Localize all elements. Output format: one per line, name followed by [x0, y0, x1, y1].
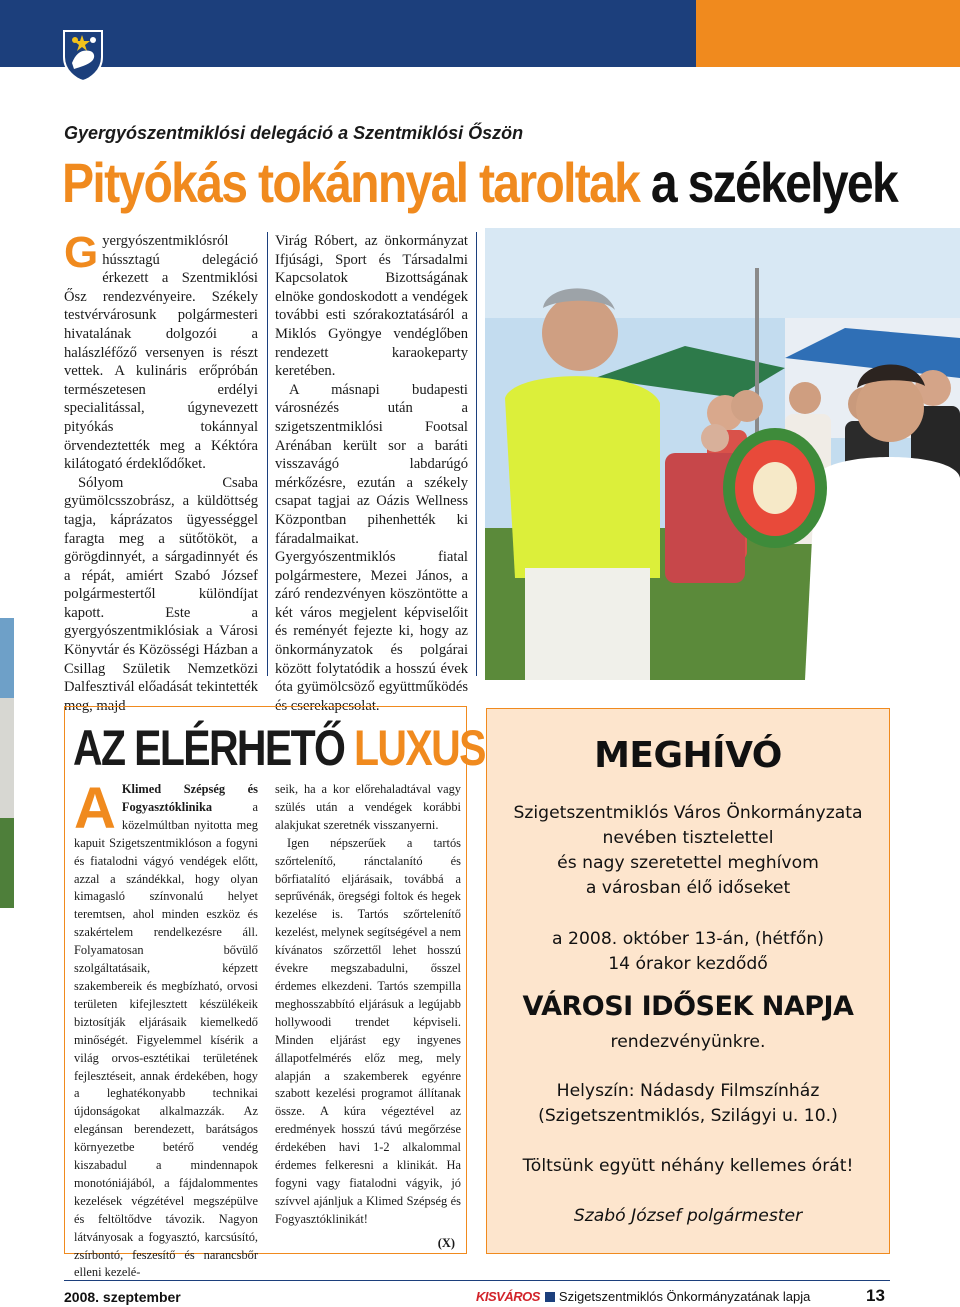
invitation-line: Szigetszentmiklós Város Önkormányzata: [513, 803, 863, 823]
column-divider: [476, 232, 477, 676]
header-bar-orange: [696, 0, 960, 67]
invitation-place: [487, 1079, 889, 1129]
invitation-place-line: Helyszín: Nádasdy Filmszínház: [556, 1081, 820, 1101]
city-crest-icon: [60, 27, 106, 83]
headline-orange-part: Pityókás tokánnyal taroltak: [62, 151, 640, 214]
article-paragraph: Virág Róbert, az önkormányzat Ifjúsági, Sport és Társadalmi Kapcsolatok Bizottságának elnöke gondoskodott a vendégek további esti szórakoztatásáról a Miklós Gyöngye vendéglőben rendezett karaokeparty keretében.: [275, 233, 468, 380]
article-paragraph: [64, 228, 258, 474]
luxus-column-2: [275, 781, 461, 1253]
footer-date: 2008. szeptember: [64, 1289, 181, 1305]
article-column-2: [275, 232, 468, 715]
article-kicker: Gyergyószentmiklósi delegáció a Szentmiklósi Őszön: [64, 123, 524, 143]
invitation-line: a városban élő időseket: [585, 878, 791, 898]
invitation-closing: Töltsünk együtt néhány kellemes órát!: [522, 1156, 854, 1176]
luxus-title-orange: LUXUS: [354, 720, 485, 776]
invitation-date-line: 14 órakor kezdődő: [608, 954, 768, 974]
invitation-intro: [487, 801, 889, 901]
invitation-place-line: (Szigetszentmiklós, Szilágyi u. 10.): [538, 1106, 838, 1126]
advertisement-mark: (X): [437, 1235, 455, 1250]
luxus-paragraph: [74, 776, 258, 1282]
square-bullet-icon: [545, 1292, 555, 1302]
luxus-paragraph: seik, ha a kor előrehaladtával vagy szülés után a vendégek korábbi alakjukat szeretnék visszanyerni.: [275, 782, 461, 832]
article-paragraph: A másnapi budapesti városnézés után a szigetszentmiklósi Footsal Arénában került sor a baráti visszavágó labdarúgó mérkőzésre, ezután a székely csapat tagjai az Oázis Wellness Központban pihenhették ki fáradalmaikat. Gyergyószentmiklós fiatal polgármestere, Mezei János, a záró rendezvényen köszöntötte a két város megjelent képviselőit és reményét fejezte ki, hogy az önkormányzatok és polgárai között folytatódik a hosszú évek óta gyümölcsöző együttműködés és cserekapcsolat.: [275, 381, 468, 714]
paragraph-text: yergyószentmiklósról hússztagú delegáció érkezett a Szentmiklósi Ősz rendezvényeire. Székely testvérvárosunk polgármesteri hivatalának dolgozói a halászléfőző versenyen is részt vettek. A kulináris erőpróbán természetesen erdélyi specialitással, úgynevezett pityókás tokánnyal örvendeztették meg a Kéktóra kilátogató érdeklődőket.: [64, 233, 258, 473]
luxus-ad-box: [64, 706, 485, 1280]
invitation-date: [487, 927, 889, 977]
footer-divider: [64, 1280, 890, 1281]
headline-black-part: a székelyek: [650, 151, 898, 214]
dropcap-letter: G: [64, 228, 99, 277]
luxus-title: [73, 719, 485, 777]
luxus-paragraph: Igen népszerűek a tartós szőrtelenítő, ránctalanító és bőrfiatalító eljárásaik, továbbá a seprűvénák, öregségi foltok és hegek kezelése is. Tartós szőrtelenítő kezelést, melynek segítségével a nem kívánatos szőrzettől lehet hosszú évekre megszabadulni, ősszel érdemes elkezdeni. Tartós szempilla meghosszabbító eljárásuk a legújabb hollywoodi trendet képviseli. Minden eljárást egy ingyenes állapotfelmérés előz meg, mely alapján a szakemberek egyénre szabott kezelési programot állítanak össze. A kúra végeztével az eredmények hosszú távú megőrzése érdekében havi 1-2 alkalommal érdemes felkeresni a klinikát. Ha fogyni vagy fiatalodni vágyik, jó szívvel ajánljuk a Klimed Szépség és Fogyasztóklinikát!: [275, 835, 461, 1226]
adjacent-page-photo-edge: [0, 618, 14, 908]
footer-tagline: Szigetszentmiklós Önkormányzatának lapja: [558, 1289, 811, 1304]
invitation-signature: Szabó József polgármester: [573, 1206, 803, 1226]
invitation-title: MEGHÍVÓ: [594, 735, 782, 776]
column-divider: [267, 232, 268, 676]
paragraph-text: a közelmúltban nyitotta meg kapuit Szigetszentmiklóson a fogyni és fiatalodni vágyó vendégek előtt, azzal a szándékkal, hogy olyan kimagasló színvonalú helyet teremtsen, ahol minden eszköz és szakértelem rendelkezésre áll. Folyamatosan bővülő szolgáltatásaik, képzett szakembereik és megbízható, orvosi területen kifejlesztett készülékeik biztosítják eljárásaik kiemelkedő minőségét. Figyelemmel kísérik a világ orvos-esztétikai területének fejlesztéseit, annak érdekében, hogy a leghatékonyabb technikai újdonságokat alkalmazzák. Az elegánsan berendezett, barátságos környezetbe betérő vendég kiszabadul a mindennapok monotóniájából, a fájdalommentes kezelések végzétével megszépülve és feltöltődve távozik. Nagyon látványosak a fogyasztó, karcsúsító, zsírbontó, feszesítő és narancsbőr elleni kezelé-: [74, 799, 258, 1280]
luxus-lead-bold: Klimed Szépség és Fogyasztóklinika: [121, 782, 258, 814]
article-column-1: [64, 228, 258, 715]
invitation-box: [486, 708, 890, 1254]
footer-brand-name: KISVÁROS: [476, 1289, 540, 1304]
dropcap-letter: A: [74, 776, 116, 841]
article-paragraph: Sólyom Csaba gyümölcsszobrász, a küldöttség tagja, káprázatos ügyességgel faragta meg a sütőtököt, a görögdinnyét, a sárgadinnyét és a répát, amiért Szabó József polgármestertől különdíjat kapott. Este a gyergyószentmiklósiak a Városi Könyvtár és Közösségi Házban a Csillag Születik Nemzetközi Dalfesztivál előadását tekintették meg, majd: [64, 474, 258, 714]
invitation-line: nevében tisztelettel: [602, 828, 774, 848]
luxus-title-black: AZ ELÉRHETŐ: [73, 720, 345, 776]
page-number: 13: [866, 1286, 885, 1305]
invitation-event-name: VÁROSI IDŐSEK NAPJA: [522, 991, 854, 1022]
luxus-column-1: [74, 776, 258, 1282]
invitation-event-sub: rendezvényünkre.: [610, 1032, 766, 1052]
invitation-date-line: a 2008. október 13-án, (hétfőn): [552, 929, 824, 949]
invitation-line: és nagy szeretettel meghívom: [557, 853, 819, 873]
article-headline: [62, 150, 898, 215]
article-photo: [485, 228, 960, 680]
footer-brand: [476, 1289, 810, 1304]
